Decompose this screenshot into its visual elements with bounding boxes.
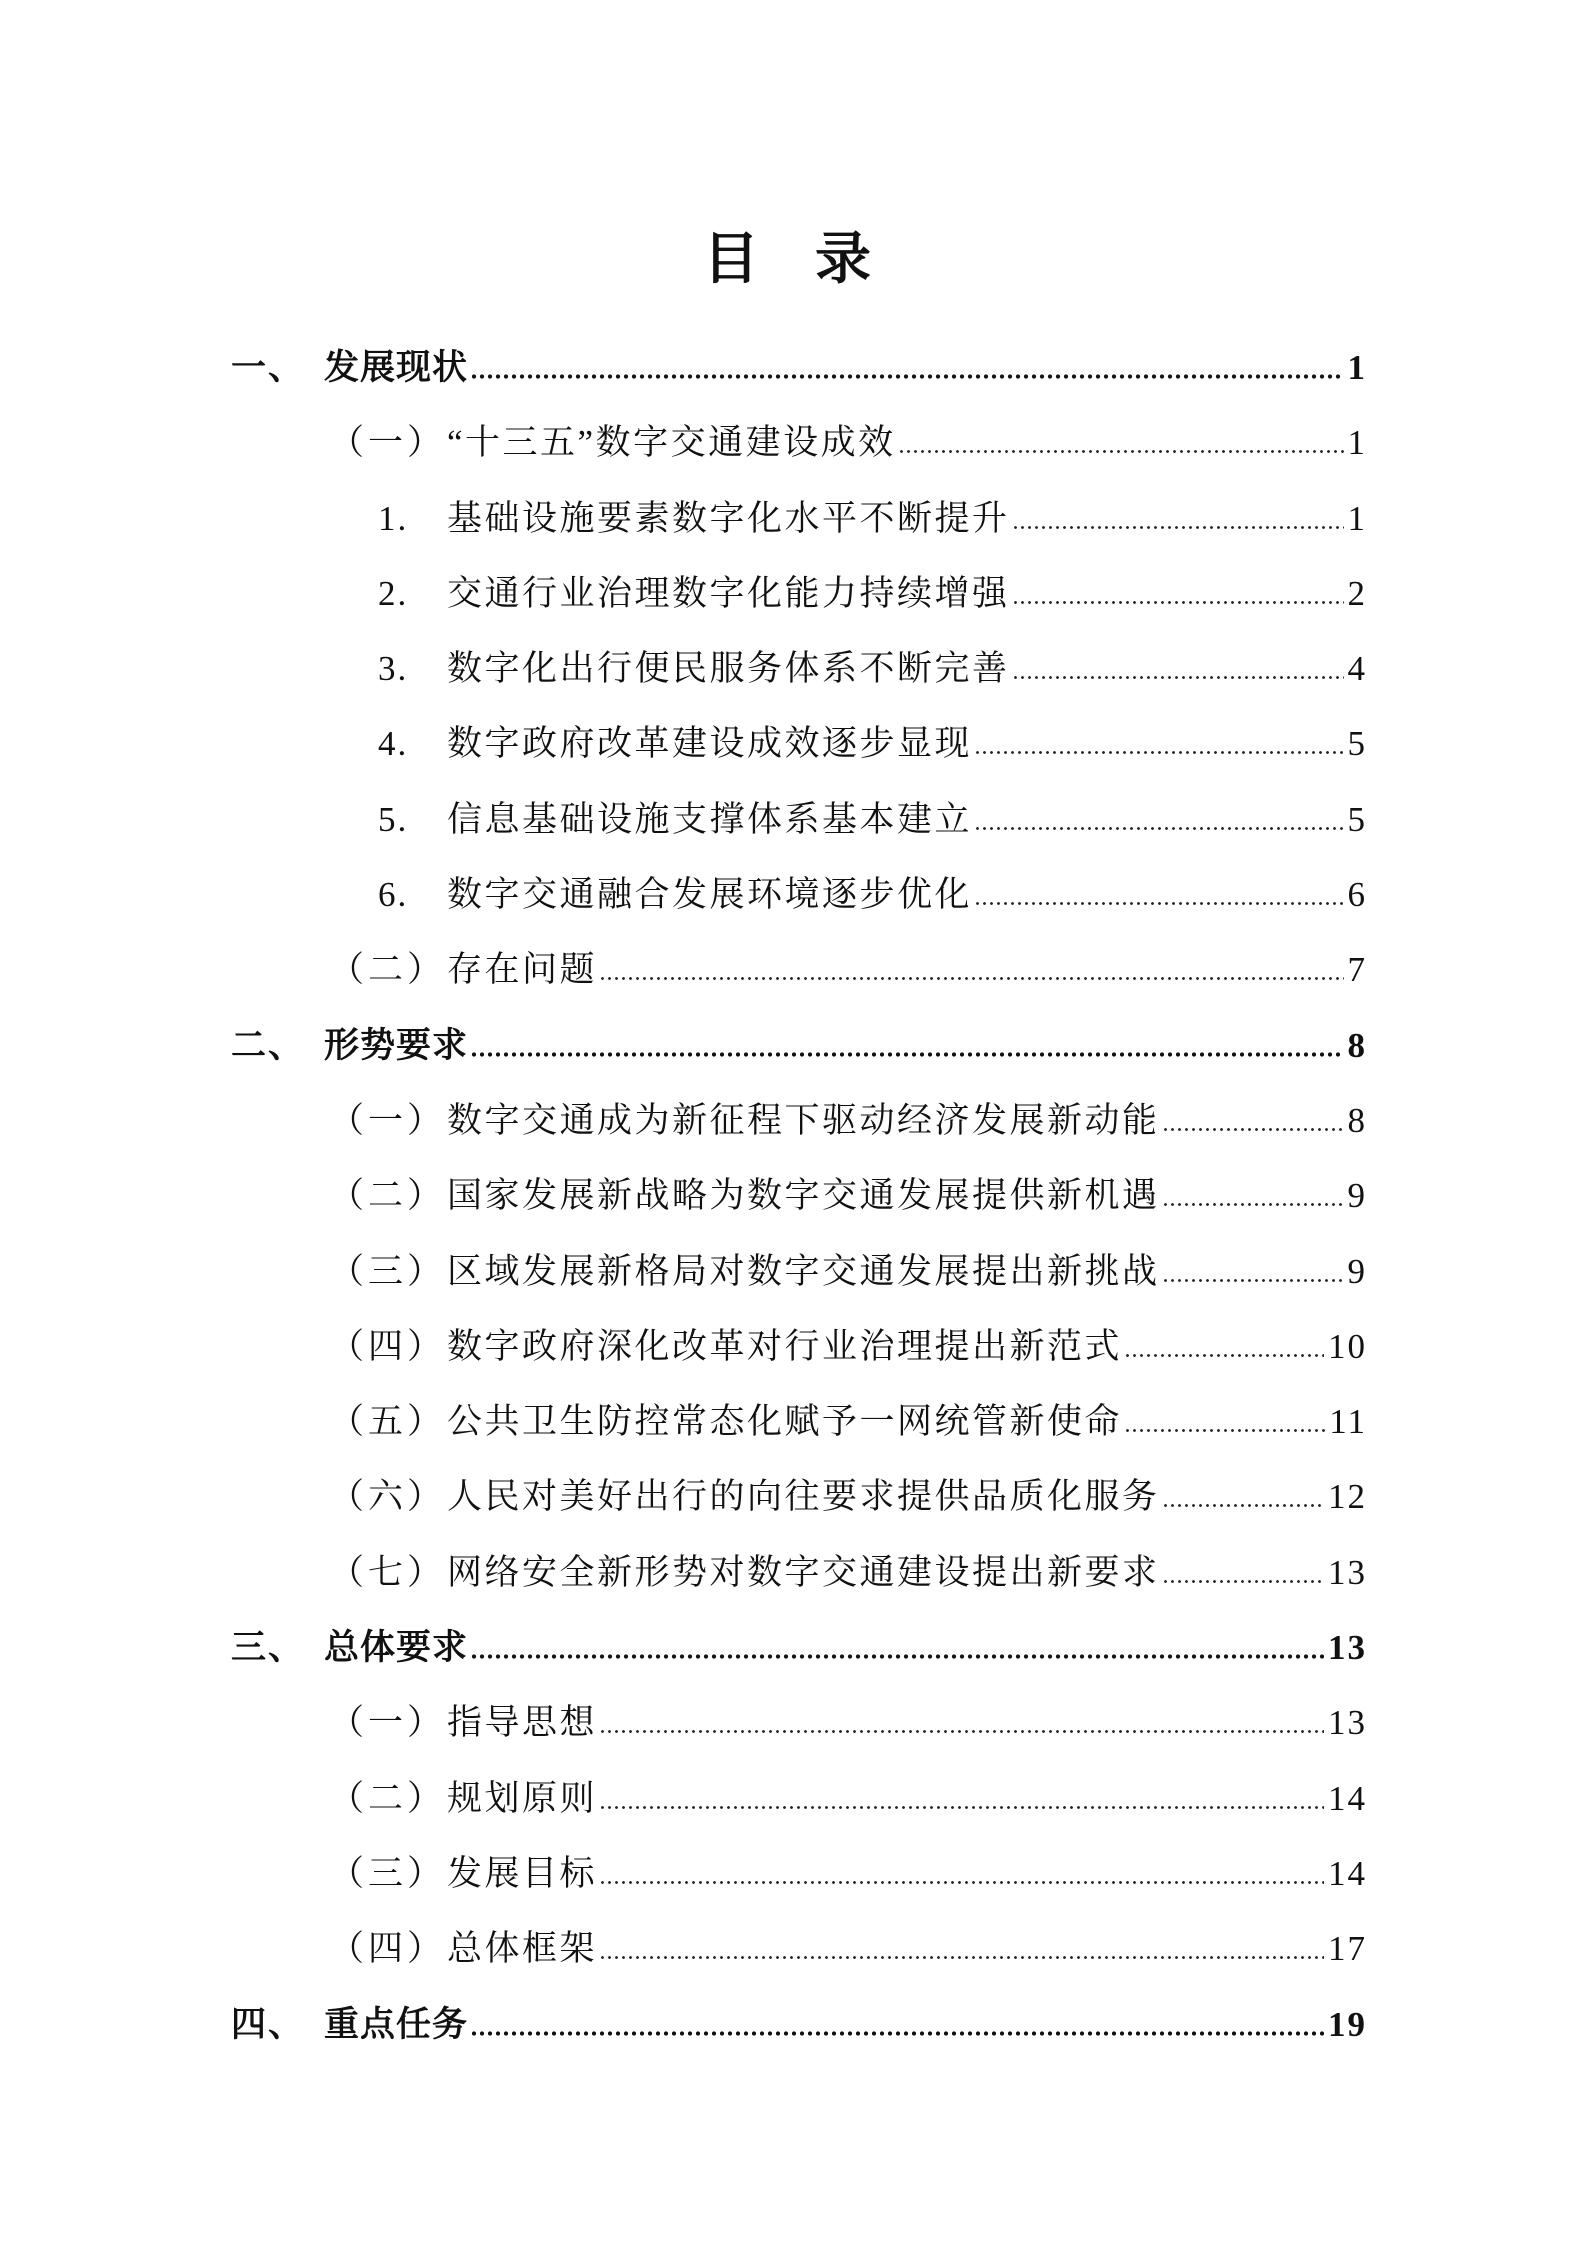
toc-entry (0, 1459, 1586, 1534)
table-of-contents (0, 330, 1586, 2062)
toc-entry-page: 14 (1328, 1778, 1367, 1818)
toc-entry-title: 重点任务 (324, 2004, 469, 2044)
toc-entry-title: 数字政府深化改革对行业治理提出新范式 (447, 1326, 1123, 1366)
toc-entry-number: （二） (329, 950, 447, 990)
toc-entry-number: 四、 (231, 2004, 306, 2044)
toc-entry-page: 1 (1347, 498, 1367, 538)
toc-entry-title: 信息基础设施支撑体系基本建立 (447, 799, 973, 839)
dot-leader (1162, 1503, 1324, 1508)
toc-entry-page: 8 (1347, 1025, 1367, 1065)
dot-leader (974, 901, 1343, 906)
dot-leader (1012, 600, 1344, 605)
toc-entry-page: 7 (1347, 950, 1367, 990)
toc-entry-page: 9 (1347, 1251, 1367, 1291)
toc-entry (0, 782, 1586, 857)
toc-entry-number: （二） (329, 1778, 447, 1818)
toc-entry-number: （六） (329, 1477, 447, 1517)
toc-entry (0, 1987, 1586, 2062)
toc-entry (0, 481, 1586, 556)
dot-leader (974, 826, 1343, 831)
toc-entry (0, 706, 1586, 781)
toc-entry-title: 数字交通成为新征程下驱动经济发展新动能 (447, 1100, 1160, 1140)
toc-entry-title: 总体要求 (324, 1628, 469, 1668)
toc-entry-title: “十三五”数字交通建设成效 (447, 423, 896, 463)
dot-leader (1162, 1278, 1344, 1283)
toc-entry-page: 1 (1347, 423, 1367, 463)
toc-entry-number: 一、 (231, 348, 306, 387)
toc-entry-number: 5. (378, 799, 409, 839)
toc-entry (0, 1685, 1586, 1760)
toc-entry (0, 556, 1586, 631)
toc-entry-number: 二、 (231, 1025, 306, 1065)
toc-entry-number: 三、 (231, 1628, 306, 1668)
toc-entry-number: 2. (378, 573, 409, 613)
dot-leader (1012, 675, 1344, 680)
toc-entry-title: 存在问题 (447, 950, 598, 990)
toc-entry-number: （四） (329, 1929, 447, 1969)
toc-entry (0, 1535, 1586, 1610)
toc-entry-page: 6 (1347, 875, 1367, 915)
dot-leader (898, 449, 1344, 454)
toc-entry-page: 13 (1328, 1703, 1367, 1743)
dot-leader (1124, 1428, 1325, 1433)
toc-entry-number: （七） (329, 1552, 447, 1592)
toc-entry-title: 交通行业治理数字化能力持续增强 (447, 573, 1010, 613)
toc-entry-page: 4 (1347, 649, 1367, 689)
toc-entry (0, 1836, 1586, 1911)
toc-entry-page: 17 (1328, 1929, 1367, 1969)
toc-entry (0, 1761, 1586, 1836)
toc-entry (0, 1083, 1586, 1158)
toc-entry (0, 932, 1586, 1007)
toc-entry-number: 4. (378, 724, 409, 764)
dot-leader (599, 976, 1343, 981)
toc-entry-page: 12 (1328, 1477, 1367, 1517)
dot-leader (470, 1052, 1343, 1057)
toc-entry (0, 330, 1586, 405)
toc-entry-number: （二） (329, 1176, 447, 1216)
dot-leader (599, 1955, 1324, 1960)
toc-entry-page: 9 (1347, 1176, 1367, 1216)
toc-entry-number: （三） (329, 1853, 447, 1893)
toc-entry-page: 10 (1328, 1326, 1367, 1366)
toc-entry-title: 数字政府改革建设成效逐步显现 (447, 724, 973, 764)
toc-entry-page: 8 (1347, 1100, 1367, 1140)
toc-entry (0, 405, 1586, 480)
dot-leader (599, 1880, 1324, 1885)
toc-entry-title: 网络安全新形势对数字交通建设提出新要求 (447, 1552, 1160, 1592)
toc-entry-page: 11 (1329, 1402, 1367, 1442)
toc-entry-number: （一） (329, 1100, 447, 1140)
dot-leader (1162, 1202, 1344, 1207)
toc-entry-title: 规划原则 (447, 1778, 598, 1818)
toc-entry-title: 数字化出行便民服务体系不断完善 (447, 649, 1010, 689)
toc-entry (0, 1384, 1586, 1459)
toc-entry-number: （一） (329, 423, 447, 463)
dot-leader (1012, 525, 1344, 530)
toc-entry-number: （五） (329, 1402, 447, 1442)
toc-entry-number: （三） (329, 1251, 447, 1291)
dot-leader (470, 374, 1343, 379)
toc-entry-page: 5 (1347, 724, 1367, 764)
toc-entry (0, 1610, 1586, 1685)
toc-entry-number: 6. (378, 875, 409, 915)
toc-entry-page: 14 (1328, 1853, 1367, 1893)
toc-entry-page: 2 (1347, 573, 1367, 613)
toc-entry (0, 631, 1586, 706)
toc-entry-number: （四） (329, 1326, 447, 1366)
dot-leader (974, 750, 1343, 755)
dot-leader (599, 1729, 1324, 1734)
toc-entry-page: 19 (1328, 2004, 1367, 2044)
toc-entry-page: 13 (1328, 1552, 1367, 1592)
toc-entry (0, 857, 1586, 932)
page-title: 目 录 (703, 229, 883, 291)
toc-entry (0, 1309, 1586, 1384)
toc-entry-title: 国家发展新战略为数字交通发展提供新机遇 (447, 1176, 1160, 1216)
toc-entry-title: 发展目标 (447, 1853, 598, 1893)
dot-leader (1162, 1127, 1344, 1132)
toc-entry-title: 区域发展新格局对数字交通发展提出新挑战 (447, 1251, 1160, 1291)
toc-entry-title: 指导思想 (447, 1703, 598, 1743)
toc-entry-title: 公共卫生防控常态化赋予一网统管新使命 (447, 1402, 1123, 1442)
toc-entry-number: （一） (329, 1703, 447, 1743)
toc-entry-page: 1 (1347, 348, 1367, 387)
toc-entry-title: 发展现状 (324, 348, 469, 387)
toc-entry (0, 1008, 1586, 1083)
dot-leader (470, 1654, 1324, 1659)
dot-leader (1162, 1579, 1324, 1584)
toc-entry-title: 人民对美好出行的向往要求提供品质化服务 (447, 1477, 1160, 1517)
toc-entry-page: 5 (1347, 799, 1367, 839)
toc-entry (0, 1158, 1586, 1233)
dot-leader (470, 2031, 1324, 2036)
toc-entry-number: 3. (378, 649, 409, 689)
toc-entry-title: 形势要求 (324, 1025, 469, 1065)
dot-leader (599, 1805, 1324, 1810)
dot-leader (1124, 1353, 1324, 1358)
toc-entry (0, 1911, 1586, 1986)
toc-entry-number: 1. (378, 498, 409, 538)
toc-entry-title: 总体框架 (447, 1929, 598, 1969)
toc-entry-page: 13 (1328, 1628, 1367, 1668)
toc-entry-title: 数字交通融合发展环境逐步优化 (447, 875, 973, 915)
toc-entry (0, 1234, 1586, 1309)
toc-entry-title: 基础设施要素数字化水平不断提升 (447, 498, 1010, 538)
